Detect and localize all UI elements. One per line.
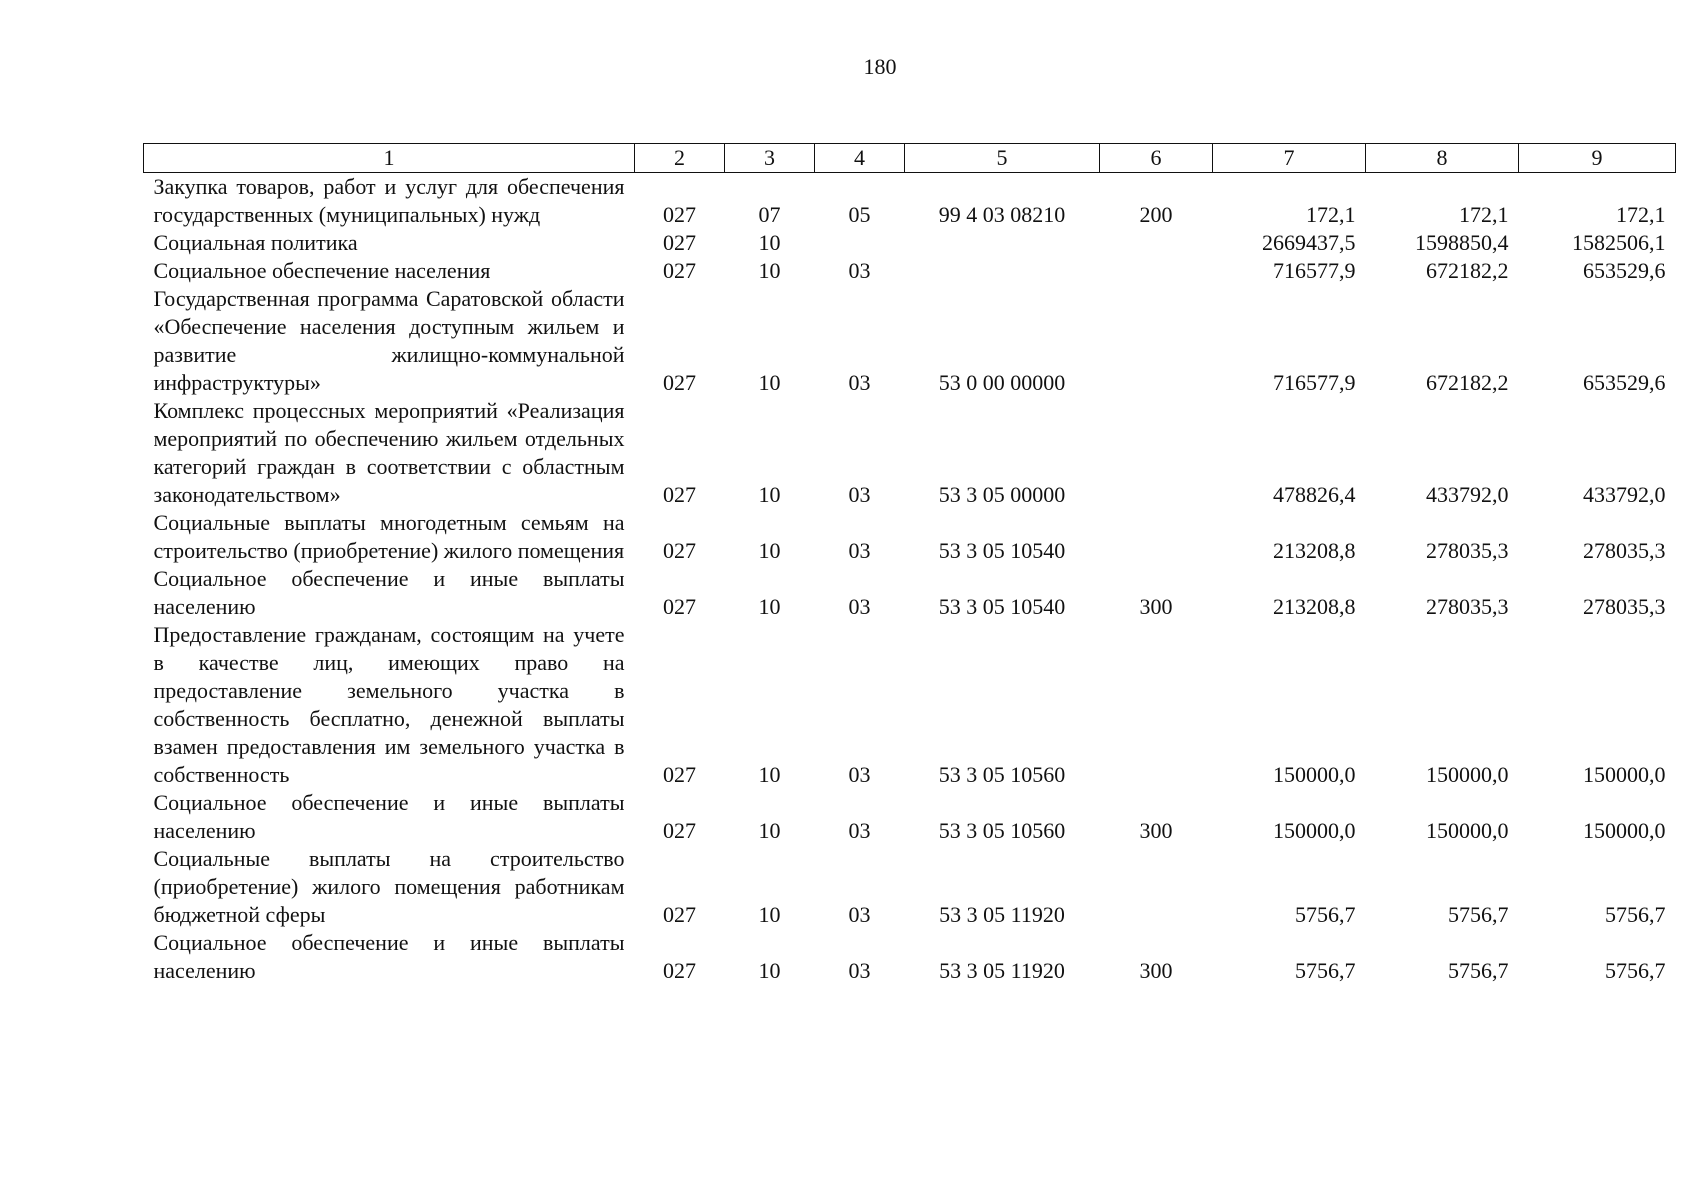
row-name: Социальное обеспечение и иные выплаты населению: [153, 790, 625, 843]
cell-col-7: 172,1: [1306, 202, 1356, 227]
cell-col-2: 027: [663, 818, 696, 843]
cell-col-5: 53 3 05 10540: [938, 594, 1066, 619]
cell-col-6: [1100, 397, 1213, 509]
cell-col-9: 653529,6: [1583, 258, 1666, 283]
cell-col-8: 5756,7: [1448, 958, 1509, 983]
cell-col-3: 10: [758, 230, 781, 255]
cell-col-7: 716577,9: [1273, 370, 1356, 395]
row-name: Социальное обеспечение населения: [153, 258, 491, 283]
cell-col-9: 1582506,1: [1572, 230, 1666, 255]
header-col-9: 9: [1519, 144, 1676, 173]
cell-col-9: 278035,3: [1583, 594, 1666, 619]
cell-col-9: 150000,0: [1583, 818, 1666, 843]
cell-col-6: [1100, 229, 1213, 257]
cell-col-4: 03: [848, 594, 871, 619]
header-col-2: 2: [635, 144, 725, 173]
table-row: [144, 257, 1676, 285]
row-name: Комплекс процессных мероприятий «Реализация мероприятий по обеспечению жильем отдельных категорий граждан в соответствии с областным законодательством»: [153, 398, 625, 507]
cell-col-9: 5756,7: [1605, 902, 1666, 927]
cell-col-9: 278035,3: [1583, 538, 1666, 563]
table-row: [144, 509, 1676, 565]
cell-col-5: 53 3 05 00000: [938, 482, 1066, 507]
row-name: Социальные выплаты на строительство (приобретение) жилого помещения работникам бюджетной сферы: [153, 846, 625, 927]
cell-col-6: [1100, 509, 1213, 565]
cell-col-8: 5756,7: [1448, 902, 1509, 927]
header-col-3: 3: [725, 144, 815, 173]
cell-col-8: 672182,2: [1426, 370, 1509, 395]
cell-col-7: 5756,7: [1295, 958, 1356, 983]
cell-col-5: 99 4 03 08210: [938, 202, 1066, 227]
cell-col-5: [905, 257, 1100, 285]
row-name: Государственная программа Саратовской области «Обеспечение населения доступным жильем и развитие жилищно-коммунальной инфраструктуры»: [153, 286, 625, 395]
cell-col-7: 150000,0: [1273, 762, 1356, 787]
cell-col-3: 10: [758, 818, 781, 843]
table-row: [144, 173, 1676, 230]
cell-col-5: 53 3 05 11920: [939, 902, 1065, 927]
table-row: [144, 789, 1676, 845]
cell-col-3: 10: [758, 482, 781, 507]
cell-col-4: 05: [848, 202, 871, 227]
cell-col-5: 53 3 05 10540: [938, 538, 1066, 563]
cell-col-8: 150000,0: [1426, 762, 1509, 787]
cell-col-3: 10: [758, 958, 781, 983]
row-name: Социальное обеспечение и иные выплаты населению: [153, 566, 625, 619]
cell-col-4: 03: [848, 258, 871, 283]
cell-col-8: 278035,3: [1426, 594, 1509, 619]
cell-col-2: 027: [663, 230, 696, 255]
table-header: [144, 144, 1676, 173]
table-row: [144, 845, 1676, 929]
cell-col-6: [1100, 257, 1213, 285]
cell-col-5: 53 3 05 11920: [939, 958, 1065, 983]
cell-col-8: 1598850,4: [1415, 230, 1509, 255]
cell-col-6: 200: [1139, 202, 1173, 227]
cell-col-7: 2669437,5: [1262, 230, 1356, 255]
cell-col-6: [1100, 285, 1213, 397]
row-name: Социальное обеспечение и иные выплаты населению: [153, 930, 625, 983]
cell-col-8: 278035,3: [1426, 538, 1509, 563]
cell-col-8: 672182,2: [1426, 258, 1509, 283]
header-col-4: 4: [815, 144, 905, 173]
cell-col-6: 300: [1139, 594, 1173, 619]
cell-col-7: 150000,0: [1273, 818, 1356, 843]
table-row: [144, 929, 1676, 985]
cell-col-6: 300: [1139, 958, 1173, 983]
cell-col-9: 433792,0: [1583, 482, 1666, 507]
cell-col-3: 10: [758, 370, 781, 395]
header-row: [144, 144, 1676, 173]
cell-col-7: 716577,9: [1273, 258, 1356, 283]
cell-col-7: 213208,8: [1273, 538, 1356, 563]
cell-col-4: [815, 229, 905, 257]
cell-col-2: 027: [663, 258, 696, 283]
cell-col-5: [905, 229, 1100, 257]
cell-col-5: 53 0 00 00000: [938, 370, 1066, 395]
header-col-1: 1: [144, 144, 635, 173]
row-name: Закупка товаров, работ и услуг для обеспечения государственных (муниципальных) нужд: [153, 174, 625, 227]
cell-col-7: 478826,4: [1273, 482, 1356, 507]
cell-col-9: 5756,7: [1605, 958, 1666, 983]
table-row: [144, 565, 1676, 621]
table-row: [144, 285, 1676, 397]
budget-table: [143, 143, 1676, 985]
cell-col-2: 027: [663, 762, 696, 787]
cell-col-4: 03: [848, 538, 871, 563]
cell-col-2: 027: [663, 370, 696, 395]
cell-col-7: 5756,7: [1295, 902, 1356, 927]
table-body: [144, 173, 1676, 986]
cell-col-9: 172,1: [1616, 202, 1666, 227]
cell-col-2: 027: [663, 202, 696, 227]
cell-col-8: 150000,0: [1426, 818, 1509, 843]
header-col-6: 6: [1100, 144, 1213, 173]
table-row: [144, 229, 1676, 257]
cell-col-4: 03: [848, 482, 871, 507]
cell-col-4: 03: [848, 958, 871, 983]
cell-col-2: 027: [663, 538, 696, 563]
cell-col-3: 10: [758, 902, 781, 927]
cell-col-4: 03: [848, 762, 871, 787]
row-name: Социальные выплаты многодетным семьям на строительство (приобретение) жилого помещения: [153, 510, 625, 563]
table-row: [144, 397, 1676, 509]
cell-col-9: 150000,0: [1583, 762, 1666, 787]
cell-col-6: [1100, 845, 1213, 929]
cell-col-4: 03: [848, 370, 871, 395]
cell-col-5: 53 3 05 10560: [938, 818, 1066, 843]
cell-col-2: 027: [663, 958, 696, 983]
table-row: [144, 621, 1676, 789]
page-number: 180: [863, 54, 897, 79]
cell-col-2: 027: [663, 594, 696, 619]
header-col-7: 7: [1213, 144, 1366, 173]
cell-col-3: 10: [758, 594, 781, 619]
cell-col-9: 653529,6: [1583, 370, 1666, 395]
header-col-5: 5: [905, 144, 1100, 173]
cell-col-2: 027: [663, 482, 696, 507]
cell-col-7: 213208,8: [1273, 594, 1356, 619]
cell-col-6: [1100, 621, 1213, 789]
cell-col-5: 53 3 05 10560: [938, 762, 1066, 787]
header-col-8: 8: [1366, 144, 1519, 173]
cell-col-4: 03: [848, 818, 871, 843]
cell-col-2: 027: [663, 902, 696, 927]
cell-col-3: 07: [758, 202, 781, 227]
row-name: Предоставление гражданам, состоящим на учете в качестве лиц, имеющих право на предоставление земельного участка в собственность бесплатно, денежной выплаты взамен предоставления им земельного участка в собственность: [153, 622, 625, 787]
cell-col-3: 10: [758, 258, 781, 283]
row-name: Социальная политика: [153, 230, 358, 255]
cell-col-3: 10: [758, 762, 781, 787]
cell-col-8: 172,1: [1459, 202, 1509, 227]
cell-col-6: 300: [1139, 818, 1173, 843]
cell-col-3: 10: [758, 538, 781, 563]
cell-col-8: 433792,0: [1426, 482, 1509, 507]
cell-col-4: 03: [848, 902, 871, 927]
